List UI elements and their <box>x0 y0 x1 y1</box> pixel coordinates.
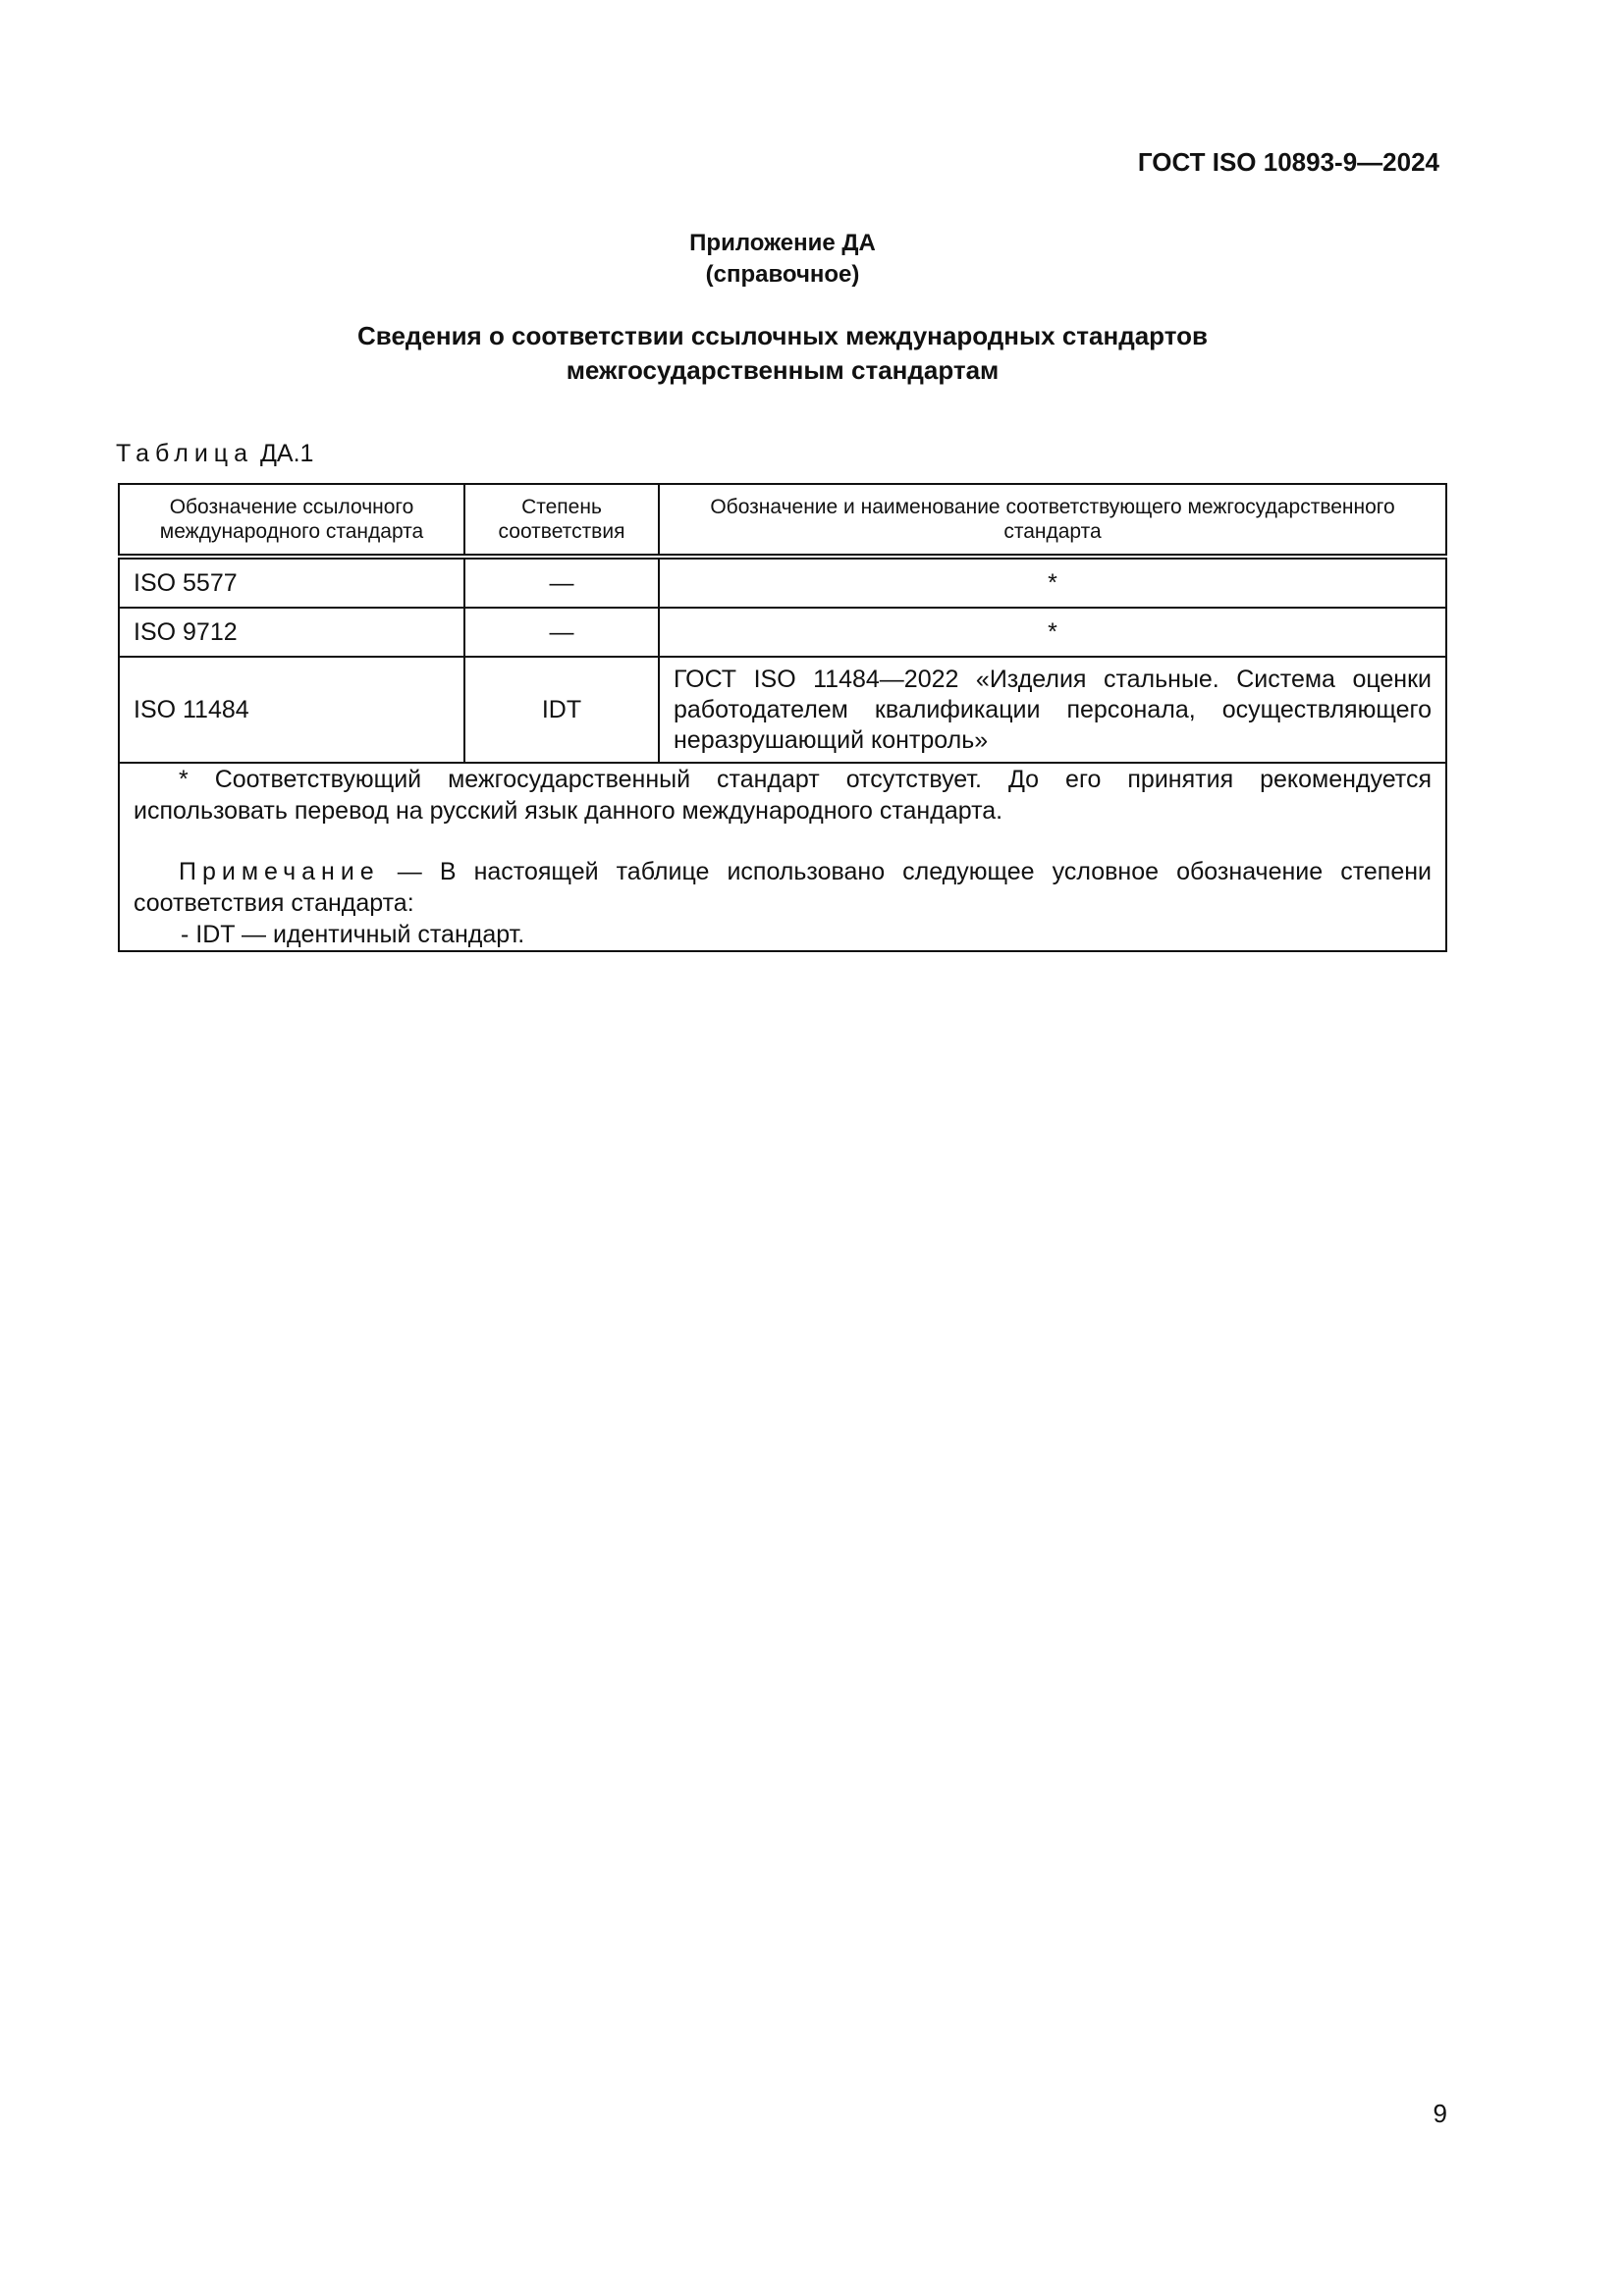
page-number: 9 <box>1433 2099 1447 2128</box>
cell-interstate: * <box>659 608 1446 657</box>
table-row <box>119 608 1446 657</box>
note-list-item: - IDT — идентичный стандарт. <box>181 921 525 948</box>
cell-degree: — <box>464 608 659 657</box>
table-footer <box>119 763 1446 951</box>
table-label <box>116 440 313 468</box>
cell-degree: — <box>464 557 659 608</box>
header-reference-standard: Обозначение ссылочного международного стандарта <box>119 484 464 557</box>
table-label-number: ДА.1 <box>259 440 314 467</box>
table-footer-row <box>119 763 1446 951</box>
cell-standard: ISO 9712 <box>119 608 464 657</box>
header-interstate-standard: Обозначение и наименование соответствующего межгосударственного стандарта <box>659 484 1446 557</box>
note-text: — В настоящей таблице использовано следующее условное обозначение степени соответствия стандарта: <box>134 858 1432 917</box>
cell-degree: IDT <box>464 657 659 763</box>
appendix-subtitle: (справочное) <box>705 261 860 288</box>
footnote: * Соответствующий межгосударственный стандарт отсутствует. До его принятия рекомендуется использовать перевод на русский язык данного международного стандарта. <box>134 766 1432 825</box>
table-row <box>119 657 1446 763</box>
cell-interstate: ГОСТ ISO 11484—2022 «Изделия стальные. Система оценки работодателем квалификации персонала, осуществляющего неразрушающий контроль» <box>659 657 1446 763</box>
note <box>134 856 1432 919</box>
cell-interstate: * <box>659 557 1446 608</box>
cell-standard: ISO 11484 <box>119 657 464 763</box>
title-line-2: межгосударственным стандартам <box>566 355 1000 385</box>
header-degree: Степень соответствия <box>464 484 659 557</box>
title-line-1: Сведения о соответствии ссылочных международных стандартов <box>357 321 1208 350</box>
correspondence-table <box>118 483 1447 952</box>
appendix-heading <box>0 228 1565 291</box>
table-header-row <box>119 484 1446 557</box>
cell-standard: ISO 5577 <box>119 557 464 608</box>
note-label: Примечание <box>179 858 380 885</box>
table-label-word: Таблица <box>116 440 254 467</box>
page-title <box>0 319 1565 388</box>
appendix-title: Приложение ДА <box>689 230 876 256</box>
document-code: ГОСТ ISO 10893-9—2024 <box>1137 147 1439 177</box>
table-row <box>119 557 1446 608</box>
